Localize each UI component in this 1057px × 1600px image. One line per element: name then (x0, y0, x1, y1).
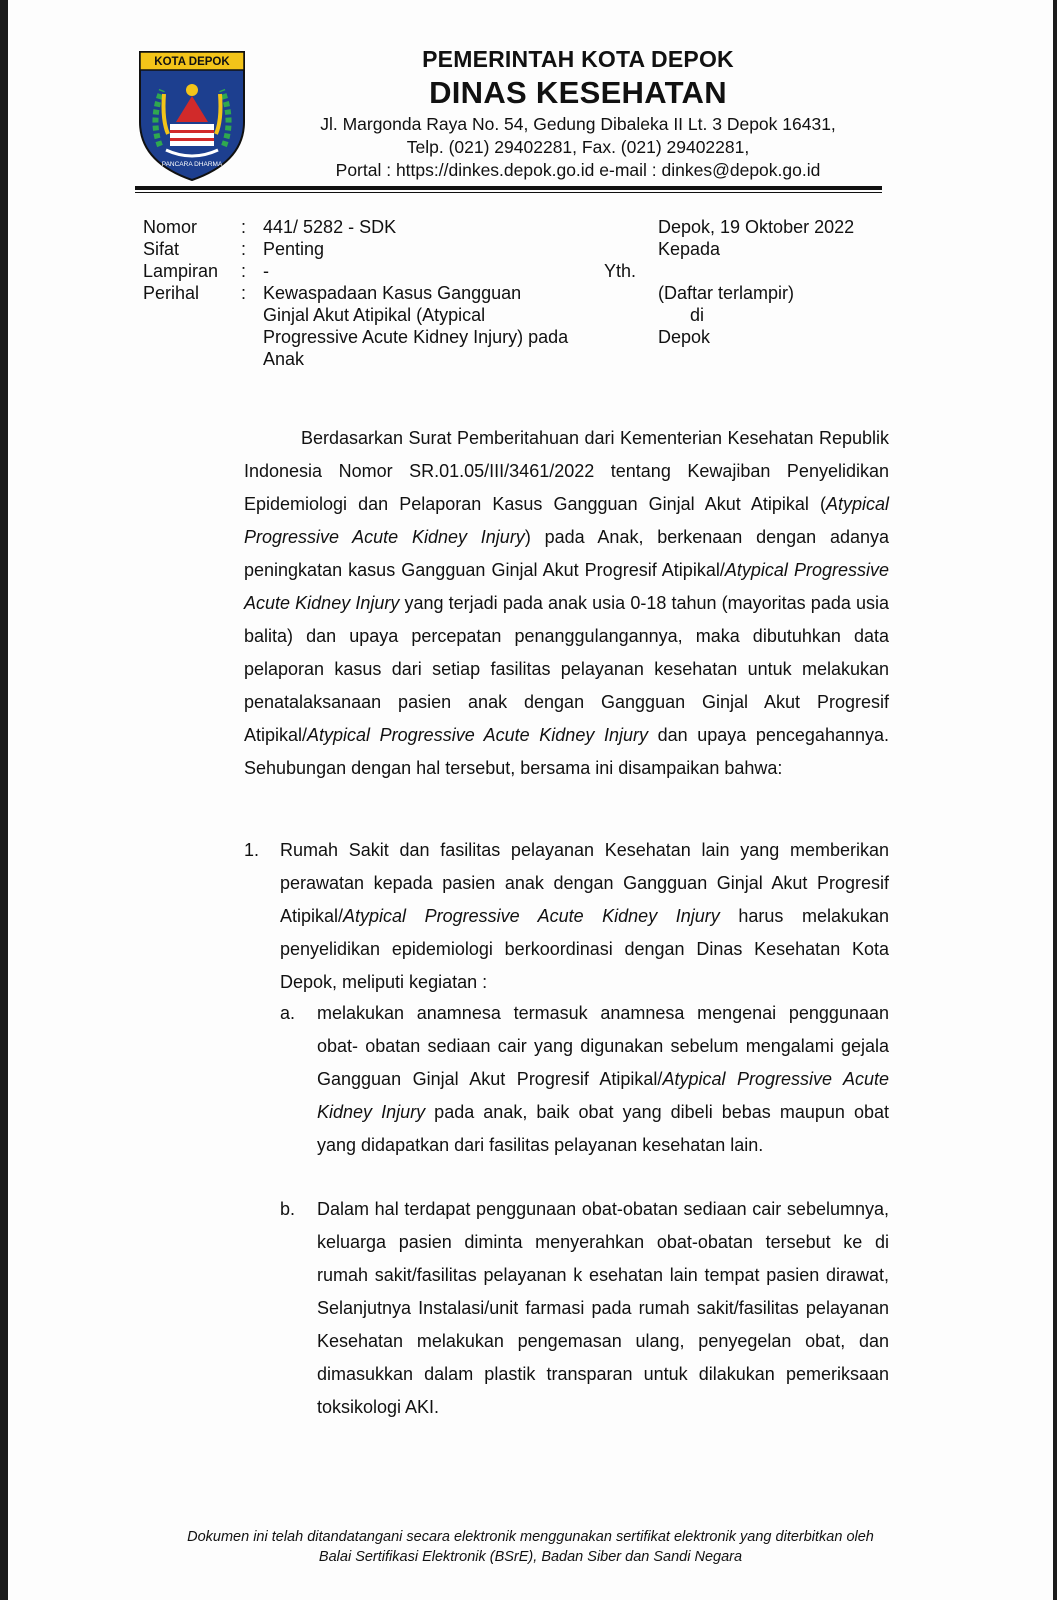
e-signature-footer (88, 1527, 973, 1567)
logo-text-bottom: PANCARA DHARMA (161, 161, 223, 168)
nomor-label: Nomor (143, 217, 198, 237)
lampiran-colon: : (241, 261, 247, 281)
letterhead-government: PEMERINTAH KOTA DEPOK (422, 46, 734, 72)
footer-line: Balai Sertifikasi Elektronik (BSrE), Badan Siber dan Sandi Negara (318, 1549, 743, 1565)
letterhead-portal: Portal : https://dinkes.depok.go.id e-mail : dinkes@depok.go.id (335, 160, 821, 180)
sifat-label: Sifat (143, 239, 180, 259)
nomor-colon: : (241, 217, 247, 237)
perihal-line: Progressive Acute Kidney Injury) pada (263, 327, 569, 347)
sifat-value: Penting (263, 239, 325, 259)
nomor-value: 441/ 5282 - SDK (263, 217, 397, 237)
recipient-di: di (690, 305, 705, 325)
recipient-yth: Yth. (604, 261, 637, 281)
letterhead-rule-thick (135, 186, 882, 190)
intro-paragraph: Berdasarkan Surat Pemberitahuan dari Kementerian Kesehatan Republik Indonesia Nomor SR.01.05/III/3461/2022 tentang Kewajiban Penyelidikan Epidemiologi dan Pelaporan Kasus Gangguan Ginjal Akut Atipikal (Atypical Progressive Acute Kidney Injury) pada Anak, berkenaan dengan adanya peningkatan kasus Gangguan Ginjal Akut Progresif Atipikal/Atypical Progressive Acute Kidney Injury yang terjadi pada anak usia 0-18 tahun (mayoritas pada usia balita) dan upaya percepatan penanggulangannya, maka dibutuhkan data pelaporan kasus dari setiap fasilitas pelayanan kesehatan untuk melakukan penatalaksanaan pasien anak dengan Gangguan Ginjal Akut Progresif Atipikal/Atypical Progressive Acute Kidney Injury dan upaya pencegahannya. Sehubungan dengan hal tersebut, bersama ini disampaikan bahwa: (244, 428, 890, 778)
document-page (8, 0, 1053, 1600)
lampiran-value: - (263, 261, 269, 281)
sub-item-b (280, 1193, 889, 1424)
letterhead-agency: DINAS KESEHATAN (429, 75, 727, 110)
perihal-line: Anak (263, 349, 305, 369)
sub-item-letter: a. (280, 1003, 296, 1023)
perihal-line: Ginjal Akut Atipikal (Atypical (263, 305, 486, 325)
footer-line: Dokumen ini telah ditandatangani secara elektronik menggunakan sertifikat elektronik yang diterbitkan oleh (187, 1529, 874, 1545)
list-item-text: Rumah Sakit dan fasilitas pelayanan Kesehatan lain yang memberikan perawatan kepada pasien anak dengan Gangguan Ginjal Akut Progresif Atipikal/Atypical Progressive Acute Kidney Injury harus melakukan penyelidikan epidemiologi berkoordinasi dengan Dinas Kesehatan Kota Depok, meliputi kegiatan : (280, 840, 890, 992)
perihal-label: Perihal (143, 283, 200, 303)
letterhead-address: Jl. Margonda Raya No. 54, Gedung Dibaleka II Lt. 3 Depok 16431, (320, 114, 836, 134)
letterhead-phone: Telp. (021) 29402281, Fax. (021) 29402281, (406, 137, 750, 157)
sub-item-text: melakukan anamnesa termasuk anamnesa mengenai penggunaan obat- obatan sediaan cair yang digunakan sebelum mengalami gejala Gangguan Ginjal Akut Progresif Atipikal/Atypical Progressive Acute Kidney Injury pada anak, baik obat yang dibeli bebas maupun obat yang didapatkan dari fasilitas pelayanan kesehatan lain. (317, 1003, 889, 1155)
logo-text-top: KOTA DEPOK (154, 56, 230, 68)
recipient-list: (Daftar terlampir) (658, 283, 795, 303)
perihal-line: Kewaspadaan Kasus Gangguan (263, 283, 522, 303)
sub-item-text: Dalam hal terdapat penggunaan obat-obatan sediaan cair sebelumnya, keluarga pasien diminta menyerahkan obat-obatan tersebut ke di rumah sakit/fasilitas pelayanan k esehatan lain tempat pasien dirawat, Selanjutnya Instalasi/unit farmasi pada rumah sakit/fasilitas pelayanan Kesehatan melakukan pengemasan ulang, penyegelan obat, dan dimasukkan dalam plastik transparan untuk dilakukan pemeriksaan toksikologi AKI. (317, 1199, 889, 1417)
recipient-kepada: Kepada (658, 239, 721, 259)
letterhead-rule-thin (135, 192, 882, 193)
list-item-1 (244, 834, 889, 999)
recipient-city: Depok (658, 327, 711, 347)
perihal-colon: : (241, 283, 247, 303)
kota-depok-logo (136, 50, 248, 182)
sub-item-letter: b. (280, 1199, 296, 1219)
lampiran-label: Lampiran (143, 261, 219, 281)
letter-date: Depok, 19 Oktober 2022 (658, 217, 855, 237)
sifat-colon: : (241, 239, 247, 259)
list-number: 1. (244, 840, 260, 860)
sub-item-a (280, 997, 889, 1162)
